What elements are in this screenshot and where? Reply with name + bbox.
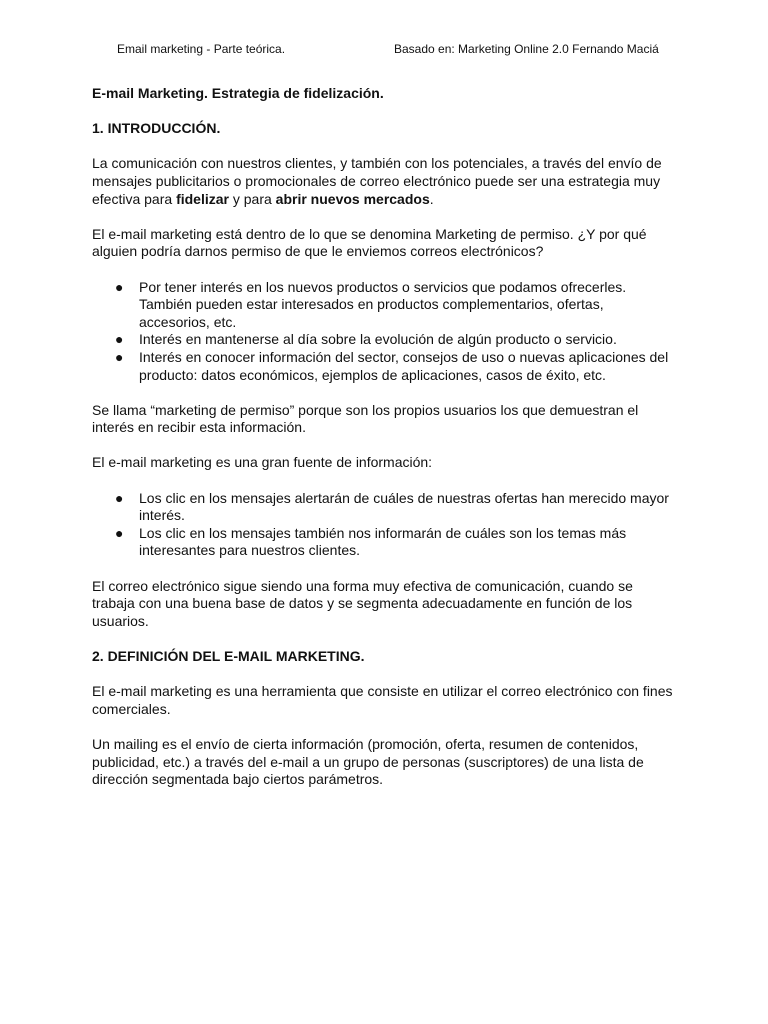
list-item-text: Interés en conocer información del sector, consejos de uso o nuevas aplicaciones del producto: datos económicos, ejemplos de aplicaciones, casos de éxito, etc. bbox=[139, 348, 669, 383]
bold-term-abrir-mercados: abrir nuevos mercados bbox=[275, 190, 430, 207]
bullet-icon: ● bbox=[115, 348, 124, 365]
list-item bbox=[115, 524, 678, 560]
page-header-left: Email marketing - Parte teórica. bbox=[117, 42, 286, 56]
bold-term-fidelizar: fidelizar bbox=[176, 190, 229, 207]
section-heading-introduccion: 1. INTRODUCCIÓN. bbox=[92, 120, 221, 137]
document-title: E-mail Marketing. Estrategia de fidelización. bbox=[92, 85, 384, 101]
paragraph-intro bbox=[92, 155, 678, 208]
paragraph-correo-efectivo: El correo electrónico sigue siendo una forma muy efectiva de comunicación, cuando se trabaja con una buena base de datos y se segmenta adecuadamente en función de los usuarios. bbox=[92, 577, 633, 629]
list-item bbox=[115, 489, 678, 525]
paragraph-mailing: Un mailing es el envío de cierta información (promoción, oferta, resumen de contenidos, publicidad, etc.) a través del e-mail a un grupo de personas (suscriptores) de una lista de dirección segmentada bajo ciertos parámetros. bbox=[92, 735, 644, 788]
bullet-icon: ● bbox=[115, 331, 124, 348]
list-item bbox=[115, 278, 678, 332]
bullet-icon: ● bbox=[115, 278, 124, 295]
paragraph-text: La comunicación con nuestros clientes, y también con los potenciales, a través del envío de mensajes publicitarios o promocionales de correo electrónico puede ser una estrategia muy efectiva para bbox=[92, 155, 662, 207]
paragraph-fuente-informacion: El e-mail marketing es una gran fuente de información: bbox=[92, 454, 433, 471]
paragraph-text: y para bbox=[228, 190, 276, 207]
bullet-icon: ● bbox=[115, 489, 124, 506]
bullet-icon: ● bbox=[115, 524, 124, 541]
paragraph-text: . bbox=[429, 190, 434, 207]
section-heading-definicion: 2. DEFINICIÓN DEL E-MAIL MARKETING. bbox=[92, 648, 365, 664]
bullet-list-clicks bbox=[92, 490, 678, 560]
list-item-text: Los clic en los mensajes también nos informarán de cuáles son los temas más interesantes para nuestros clientes. bbox=[139, 524, 627, 559]
paragraph-definicion: El e-mail marketing es una herramienta que consiste en utilizar el correo electrónico con fines comerciales. bbox=[92, 683, 673, 717]
paragraph-marketing-permiso: Se llama “marketing de permiso” porque son los propios usuarios los que demuestran el interés en recibir esta información. bbox=[92, 401, 639, 436]
list-item-text: Los clic en los mensajes alertarán de cuáles de nuestras ofertas han merecido mayor interés. bbox=[139, 489, 669, 524]
list-item-text: Por tener interés en los nuevos productos o servicios que podamos ofrecerles. También pueden estar interesados en productos complementarios, ofertas, accesorios, etc. bbox=[139, 278, 627, 330]
list-item-text: Interés en mantenerse al día sobre la evolución de algún producto o servicio. bbox=[139, 331, 617, 348]
document-body bbox=[92, 85, 678, 806]
bullet-list-reasons bbox=[92, 279, 678, 385]
page-header-right: Basado en: Marketing Online 2.0 Fernando Maciá bbox=[394, 42, 659, 56]
paragraph-permiso-question: El e-mail marketing está dentro de lo que se denomina Marketing de permiso. ¿Y por qué alguien podría darnos permiso de que le enviemos correos electrónicos? bbox=[92, 225, 647, 260]
list-item bbox=[115, 331, 678, 349]
list-item bbox=[115, 348, 678, 384]
